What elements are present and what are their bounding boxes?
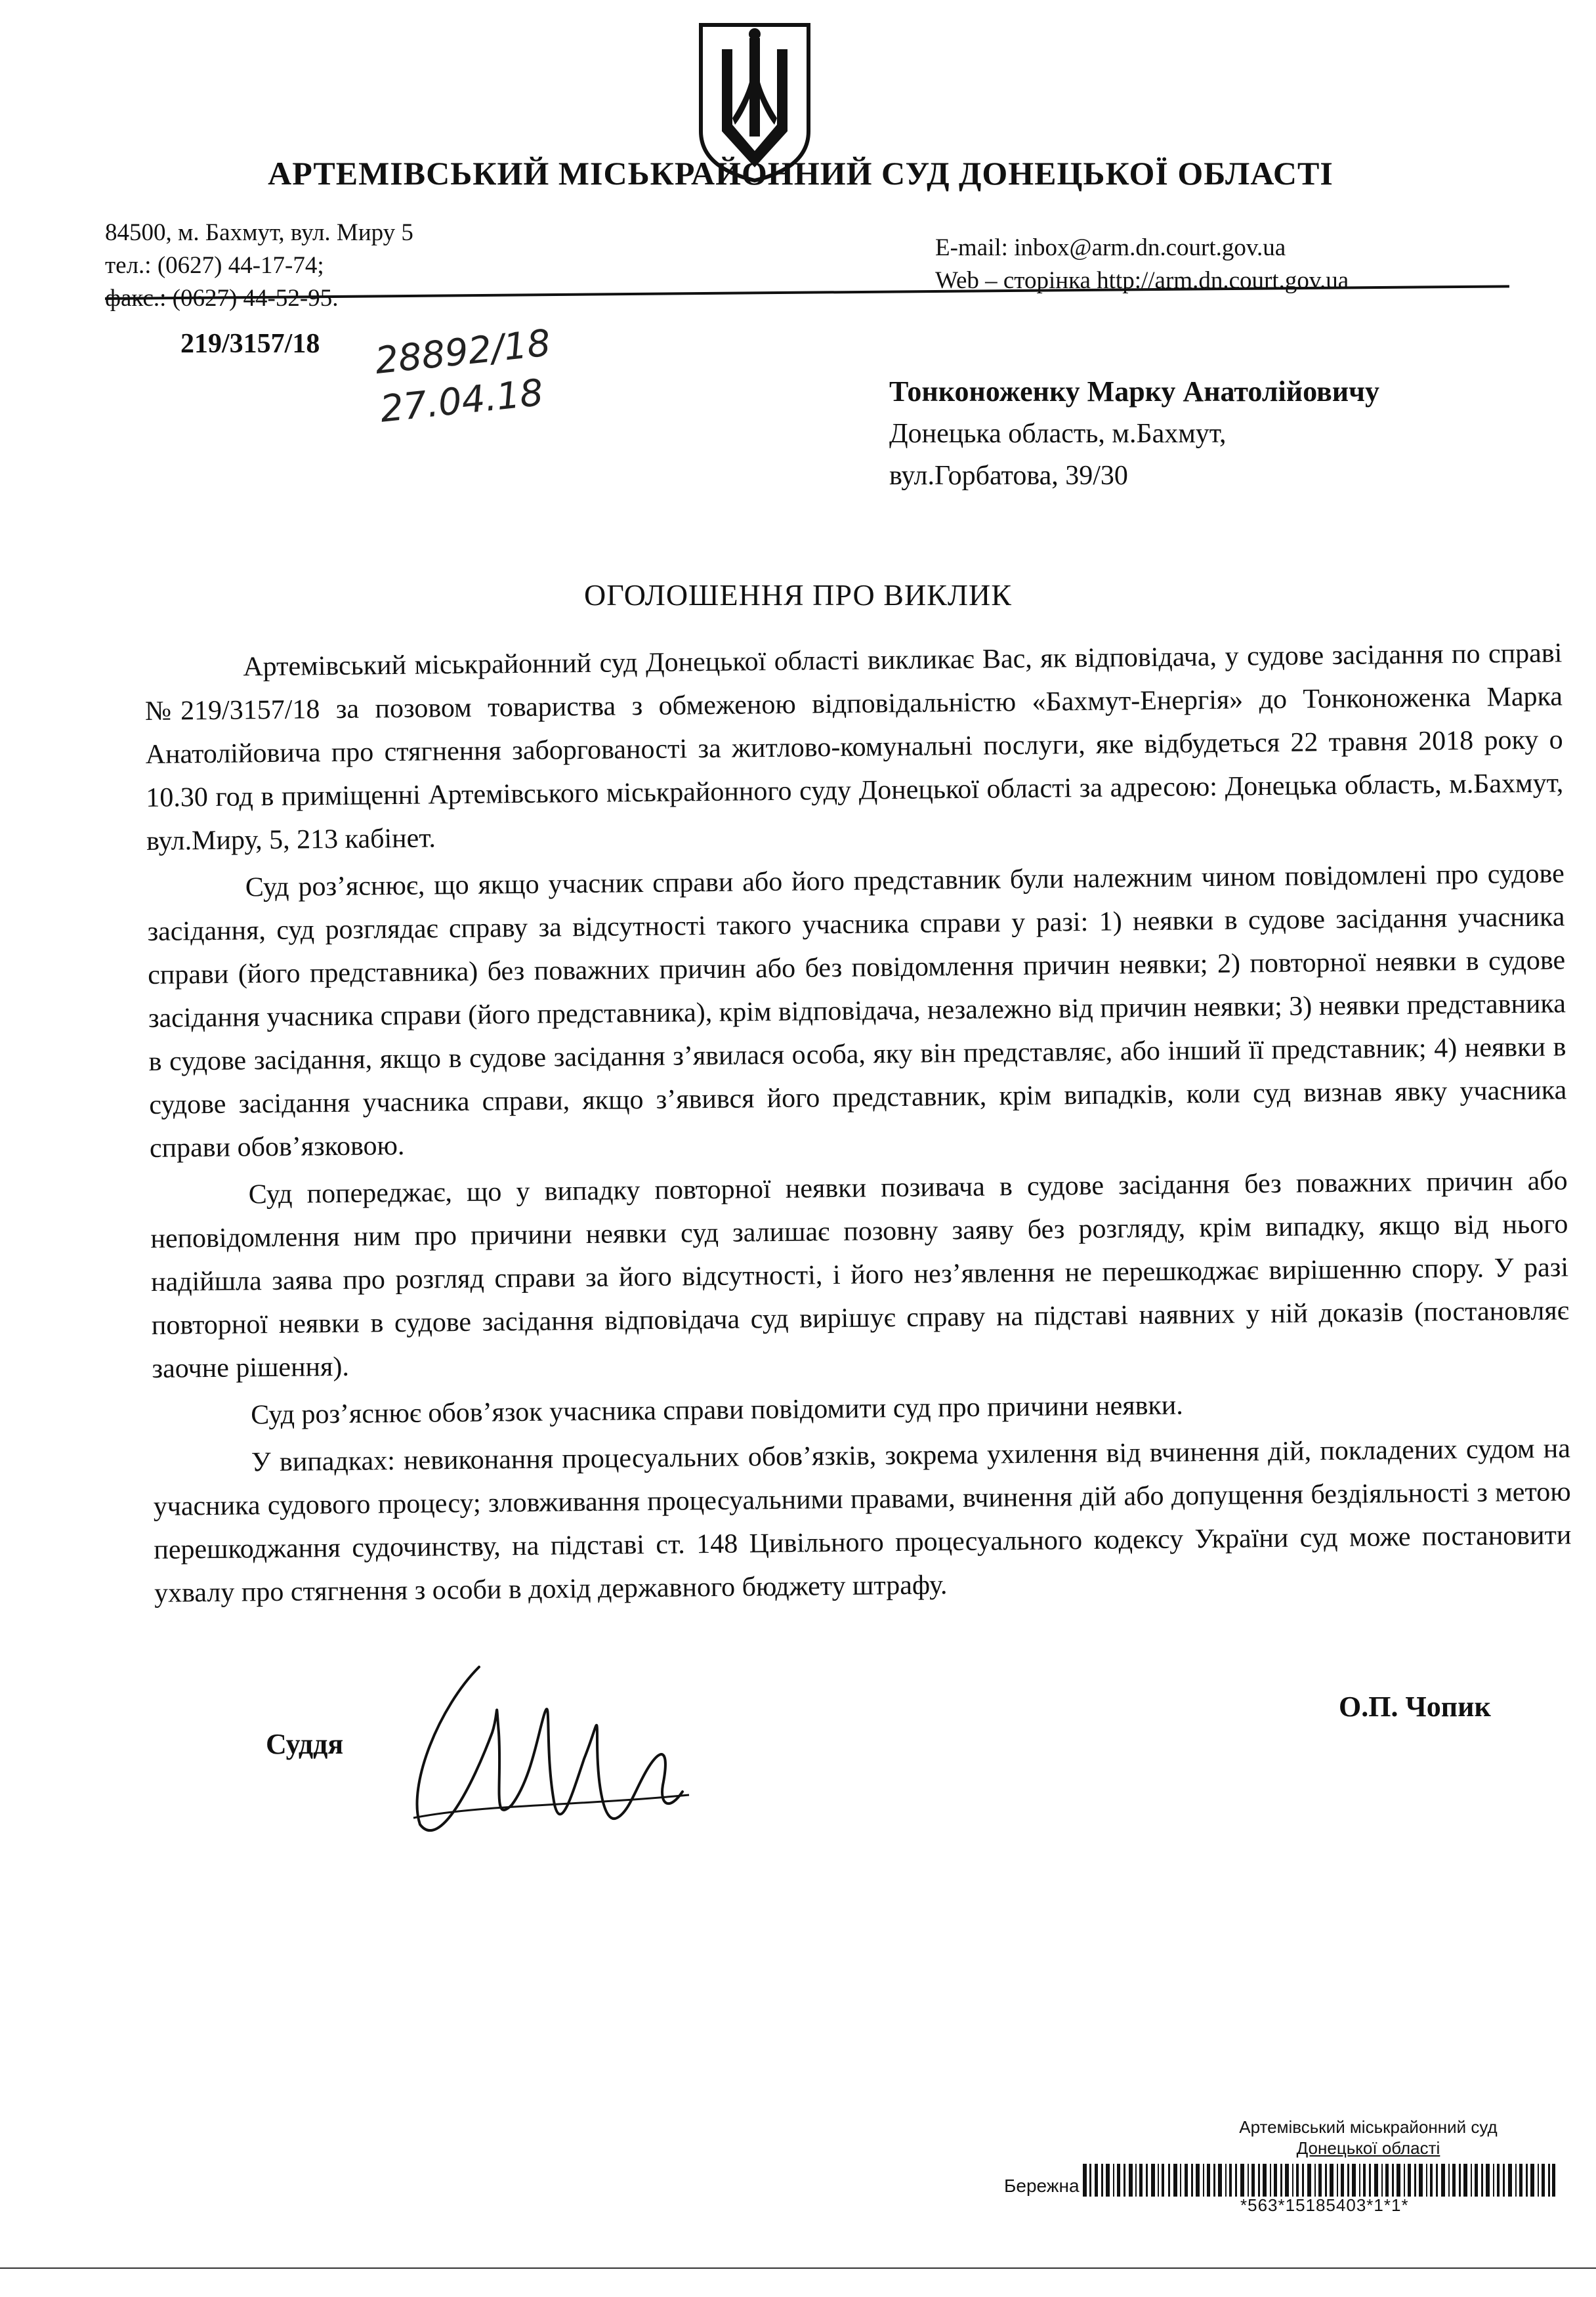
judge-role-label: Суддя	[266, 1728, 344, 1760]
barcode-clerk-name: Бережна	[1004, 2176, 1080, 2196]
addressee-address-line1: Донецька область, м.Бахмут,	[889, 419, 1227, 449]
barcode-court-line2: Донецької області	[1296, 2138, 1440, 2158]
judge-name: О.П. Чопик	[1339, 1691, 1491, 1723]
barcode-court-line1: Артемівський міськрайонний суд	[1239, 2117, 1498, 2137]
body-paragraph-duty: Суд роз’яснює обов’язок учасника справи повідомити суд про причини неявки.	[251, 1390, 1184, 1431]
judge-signature	[400, 1654, 728, 1851]
body-paragraph-warning: Суд попереджає, що у випадку повторної неявки позивача в судове засідання без поважних причин або неповідомлення ним про причини неявки суд залишає позовну заяву без розгляду, крім випадку, якщо від нього надійшла заява про розгляд справи за його відсутності, і його нез’явлення не перешкоджає вирішенню спору. У разі повторної неявки в судове засідання відповідача суд вирішує справу на підставі наявних у ній доказів (постановляє заочне рішення).	[150, 1166, 1569, 1384]
court-contacts-left	[105, 217, 413, 315]
addressee-name: Тонконоженку Марку Анатолійовичу	[889, 375, 1379, 408]
body-paragraph-absence: Суд роз’яснює, що якщо учасник справи або його представник були належним чином повідомлені про судове засідання, суд розглядає справу за відсутності такого учасника справи у разі: 1) неявки в судове засідання учасника справи (його представника) без поважних причин або без повідомлення причин неявки; 2) повторної неявки в судове засідання учасника справи (його представника), крім відповідача, незалежно від причин неявки; 3) неявки представника в судове засідання, якщо в судове засідання з’явилася особа, яку він представляє, або інший її представник; 4) неявки в судове засідання учасника справи, якщо з’явився його представник, крім випадків, коли суд визнав явку учасника справи обов’язковою.	[147, 858, 1567, 1164]
handwritten-outgoing-number: 28892/18	[373, 322, 553, 383]
court-email: E-mail: inbox@arm.dn.court.gov.ua	[935, 234, 1286, 261]
barcode-number: *563*15185403*1*1*	[1240, 2195, 1409, 2215]
court-address: 84500, м. Бахмут, вул. Миру 5	[105, 219, 413, 246]
barcode-label	[1004, 2117, 1555, 2215]
body-paragraph-summons: Артемівський міськрайонний суд Донецької області викликає Вас, як відповідача, у судове засідання по справі №219/3157/18 за позовом товариства з обмеженою відповідальністю «Бахмут-Енергія» до Тонконоженка Марка Анатолійовича про стягнення заборгованості за житлово-комунальні послуги, яке відбудеться 22 травня 2018 року о 10.30 год в приміщенні Артемівського міськрайонного суду Донецької області за адресою: Донецька область, м.Бахмут, вул.Миру, 5, 213 кабінет.	[144, 638, 1564, 856]
document-title: ОГОЛОШЕННЯ ПРО ВИКЛИК	[584, 578, 1012, 612]
case-number: 219/3157/18	[180, 329, 320, 359]
court-fax: факс.: (0627) 44-52-95.	[105, 285, 339, 312]
body-paragraph-fine: У випадках: невиконання процесуальних обов’язків, зокрема ухилення від вчинення дій, покладених судом на учасника судового процесу; зловживання процесуальними правами, вчинення дій або допущення бездіяльності з метою перешкоджання судочинству, на підставі ст. 148 Цивільного процесуального кодексу України суд може постановити ухвалу про стягнення з особи в дохід державного бюджету штрафу.	[153, 1433, 1572, 1609]
handwritten-registration	[373, 319, 558, 434]
addressee-block	[889, 371, 1379, 497]
court-website: Web – сторінка http://arm.dn.court.gov.ua	[935, 267, 1349, 294]
addressee-address-line2: вул.Горбатова, 39/30	[889, 461, 1128, 491]
barcode-court-name	[1185, 2117, 1552, 2159]
page-edge-line	[0, 2267, 1596, 2269]
barcode-image	[1083, 2164, 1555, 2197]
handwritten-date: 27.04.18	[378, 371, 545, 431]
court-name-heading: АРТЕМІВСЬКИЙ МІСЬКРАЙОННИЙ СУД ДОНЕЦЬКОЇ ОБЛАСТІ	[268, 155, 1334, 192]
document-body	[144, 631, 1572, 1619]
court-phone: тел.: (0627) 44-17-74;	[105, 252, 324, 279]
